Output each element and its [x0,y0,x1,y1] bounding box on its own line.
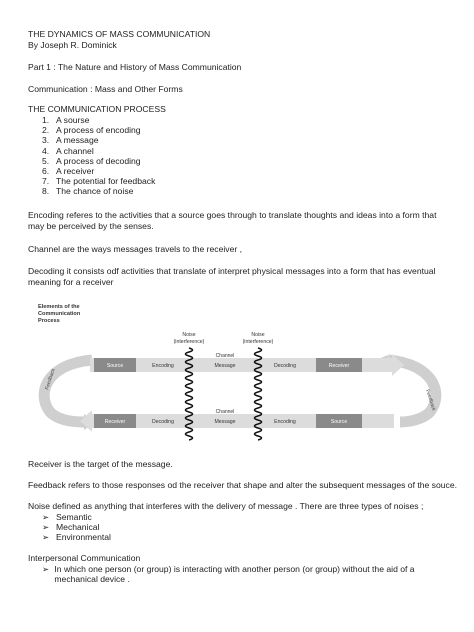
list-item: 1. A sourse [42,115,90,125]
doc-title: THE DYNAMICS OF MASS COMMUNICATION [28,29,211,39]
source-label: Source [106,363,124,369]
encoding-label-bottom: Encoding [274,419,296,425]
noise-types-list [42,512,111,543]
channel-paragraph: Channel are the ways messages travels to the receiver , [28,244,242,254]
list-item: 6. A receiver [42,166,95,177]
arrow-bullet-icon: ➢ [42,522,50,533]
list-item: 4. A channel [42,145,94,156]
list-item: 8. The chance of noise [42,186,134,197]
decoding-label-bottom: Decoding [152,419,174,425]
list-item: ➢ Environmental [42,532,111,543]
interference-label-right: (interference) [242,339,274,345]
list-item: ➢ Mechanical [42,522,100,533]
receiver-label: Receiver [328,363,350,369]
feedback-paragraph: Feedback refers to those responses od the receiver that shape and alter the subsequent messages of the souce. [28,480,457,490]
encoding-label: Encoding [152,363,174,369]
receiver-label-bottom: Receiver [104,419,126,425]
diagram-title-line: Process [38,318,60,324]
diagram-title-line: Elements of the [38,304,80,310]
interpersonal-heading: Interpersonal Communication [28,553,141,563]
receiver-paragraph: Receiver is the target of the message. [28,459,173,469]
list-item: 2. A process of encoding [42,125,141,136]
channel-label-bottom: Channel [215,409,235,415]
decoding-paragraph: Decoding it consists odf activities that translate of interpret physical messages into a form that has eventual meaning for a receiver [28,266,436,287]
arrow-bullet-icon: ➢ [42,564,50,574]
diagram-svg [28,294,452,444]
process-list [42,115,155,197]
doc-author: By Joseph R. Dominick [28,40,117,50]
noise-paragraph: Noise defined as anything that interferes with the delivery of message . There are three types of noises ; [28,501,424,511]
interference-label-left: (interference) [173,339,205,345]
part-heading: Part 1 : The Nature and History of Mass Communication [28,62,242,72]
process-heading: THE COMMUNICATION PROCESS [28,104,166,114]
interpersonal-list [42,564,442,584]
feedback-label-left: Feedback [44,367,57,391]
message-label-top: Message [214,363,236,369]
communication-process-diagram [28,294,452,444]
list-item: 7. The potential for feedback [42,176,156,187]
bottom-arrowhead [80,410,92,432]
arrow-bullet-icon: ➢ [42,512,50,522]
encoding-paragraph: Encoding referes to the activities that a source goes through to translate thoughts and ideas into a form that may be perceived by the senses. [28,210,437,231]
noise-label-left: Noise [182,332,196,338]
arrow-bullet-icon: ➢ [42,532,50,543]
source-label-bottom: Source [330,419,348,425]
decoding-label: Decoding [274,363,296,369]
diagram-title-line: Communication [38,311,81,317]
list-item: 3. A message [42,135,99,146]
list-item: ➢ In which one person (or group) is interacting with another person (or group) without the aid of a mechanical device . [42,564,415,585]
noise-label-right: Noise [251,332,265,338]
list-item: 5. A process of decoding [42,155,141,166]
feedback-label-right: Feedback [424,388,437,412]
channel-label-top: Channel [215,353,235,359]
list-item: ➢ Semantic [42,512,92,522]
forms-heading: Communication : Mass and Other Forms [28,84,183,94]
message-label-bottom: Message [214,419,236,425]
